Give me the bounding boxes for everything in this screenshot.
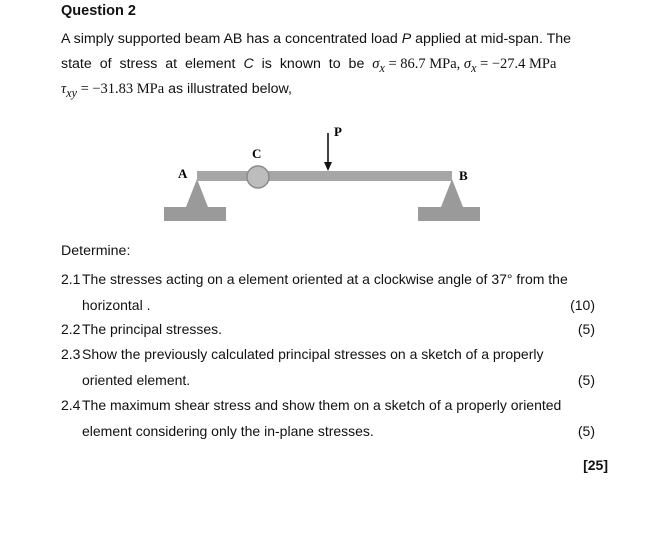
element-symbol: C	[243, 56, 254, 72]
label-b: B	[459, 168, 468, 183]
determine-label: Determine:	[61, 243, 131, 259]
right-support-base	[418, 207, 480, 221]
intro-text: state of stress at element	[61, 56, 244, 72]
intro-text: as illustrated below,	[164, 81, 292, 97]
subscript: x	[379, 60, 385, 75]
question-text-cont: element considering only the in-plane stresses.	[82, 423, 374, 439]
load-symbol: P	[401, 31, 412, 47]
question-text-cont: oriented element.	[82, 372, 191, 388]
question-text-cont: horizontal .	[82, 297, 151, 313]
beam	[197, 171, 452, 181]
question-marks: (5)	[577, 372, 595, 388]
question-marks: (5)	[577, 423, 595, 439]
subscript: xy	[66, 85, 77, 100]
sigma-symbol: σ	[372, 56, 380, 72]
label-c: C	[252, 146, 262, 161]
subscript: x	[471, 60, 477, 75]
label-p: P	[334, 124, 342, 139]
question-number: 2.1	[61, 271, 81, 287]
tau-xy-value: = −31.83 MPa	[76, 81, 165, 97]
question-marks: (5)	[577, 321, 595, 337]
question-number: 2.4	[61, 397, 81, 413]
intro-text: is known to be	[253, 56, 373, 72]
right-support-pin	[441, 179, 463, 207]
left-support-base	[164, 207, 226, 221]
question-text: The maximum shear stress and show them on a sketch of a properly oriented	[82, 397, 562, 413]
load-arrow-head	[324, 162, 332, 171]
question-number: 2.3	[61, 346, 81, 362]
question-text: Show the previously calculated principal stresses on a sketch of a properly	[82, 346, 544, 362]
element-c-marker	[247, 166, 269, 188]
question-text: The principal stresses.	[82, 321, 223, 337]
left-support-pin	[186, 179, 208, 207]
question-number: 2.2	[61, 321, 81, 337]
question-heading: Question 2	[61, 3, 136, 19]
sigma-y-value: = −27.4 MPa	[476, 56, 557, 72]
sigma-x-value: = 86.7 MPa,	[384, 56, 464, 72]
beam-diagram	[0, 0, 651, 240]
intro-text: applied at mid-span. The	[411, 31, 572, 47]
tau-symbol: τ	[61, 81, 67, 97]
intro-text: A simply supported beam AB has a concentrated load	[61, 31, 402, 47]
sigma-symbol: σ	[463, 56, 472, 72]
total-marks: [25]	[583, 457, 608, 473]
label-a: A	[178, 166, 188, 181]
question-text: The stresses acting on a element oriented at a clockwise angle of 37° from the	[82, 271, 568, 287]
question-marks: (10)	[570, 297, 595, 313]
